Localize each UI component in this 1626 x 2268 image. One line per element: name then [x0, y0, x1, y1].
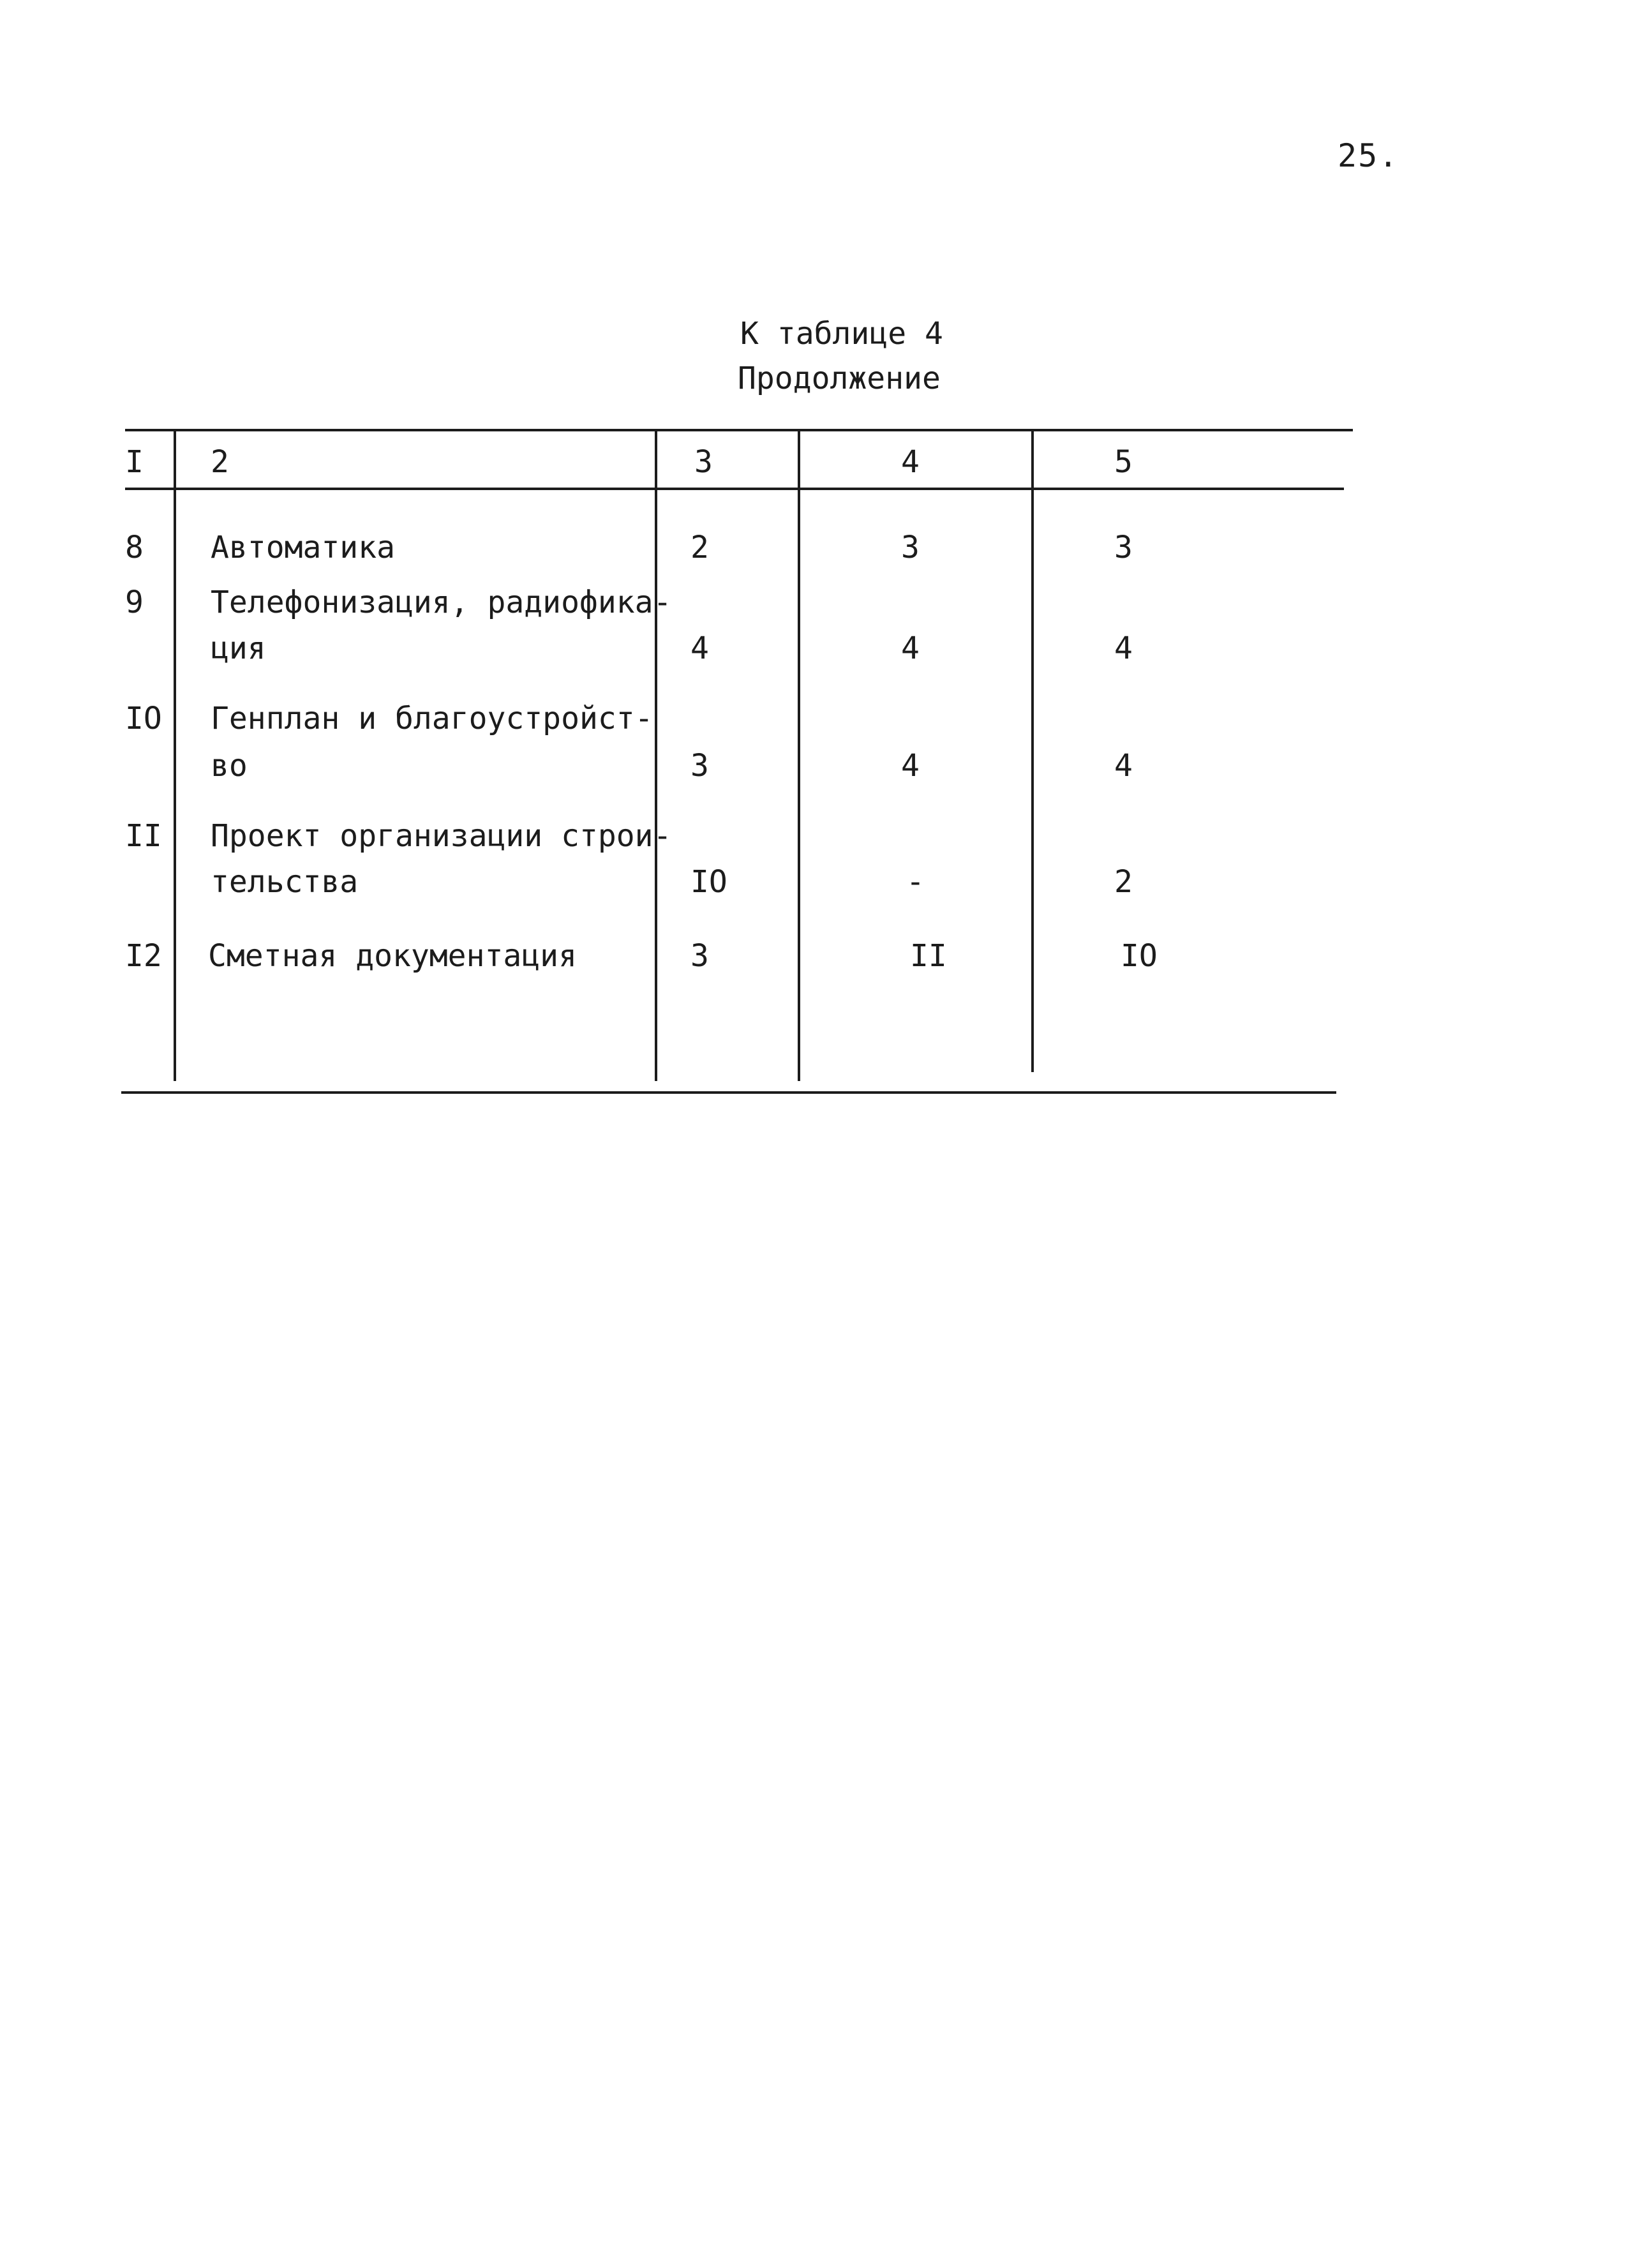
row-value-col5: 3: [1114, 530, 1133, 565]
table-header-rule: [125, 488, 1344, 490]
row-value-col4: II: [910, 938, 947, 974]
row-value-col5: 4: [1114, 630, 1133, 666]
row-value-col5: IO: [1121, 938, 1158, 974]
column-divider-3: [798, 429, 800, 1081]
row-number: II: [125, 818, 162, 854]
row-name-line-1: Проект организации строи-: [211, 818, 672, 854]
row-value-col3: 3: [690, 938, 709, 974]
header-cell-2: 2: [211, 444, 229, 480]
row-value-col4: 3: [901, 530, 920, 565]
row-name-line-2: ция: [211, 630, 266, 666]
row-value-col4: 4: [901, 630, 920, 666]
header-cell-4: 4: [901, 444, 920, 480]
row-name-line-2: тельства: [211, 864, 359, 900]
caption-table-ref: К таблице 4: [740, 316, 943, 352]
row-value-col4: -: [906, 864, 925, 900]
row-number: IO: [125, 701, 162, 736]
row-name-line-2: во: [211, 748, 248, 784]
header-cell-1: I: [125, 444, 144, 480]
table-bottom-rule: [121, 1091, 1336, 1094]
row-value-col5: 2: [1114, 864, 1133, 900]
table-top-rule: [125, 429, 1353, 431]
row-name-line-1: Телефонизация, радиофика-: [211, 585, 672, 620]
row-value-col4: 4: [901, 748, 920, 784]
header-cell-3: 3: [694, 444, 713, 480]
row-name-line-1: Генплан и благоустройст-: [211, 701, 653, 736]
row-number: 9: [125, 585, 144, 620]
row-value-col5: 4: [1114, 748, 1133, 784]
table-caption: [740, 311, 943, 401]
row-value-col3: 2: [690, 530, 709, 565]
continuation-table: [121, 429, 1353, 1105]
page-number: 25.: [1338, 137, 1399, 174]
column-divider-1: [174, 429, 176, 1081]
row-name: Сметная документация: [208, 938, 577, 974]
row-number: 8: [125, 530, 144, 565]
caption-continuation: Продолжение: [738, 361, 941, 396]
row-name: Автоматика: [211, 530, 395, 565]
row-value-col3: 3: [690, 748, 709, 784]
header-cell-5: 5: [1114, 444, 1133, 480]
row-number: I2: [125, 938, 162, 974]
row-value-col3: 4: [690, 630, 709, 666]
column-divider-2: [655, 429, 657, 1081]
column-divider-4: [1031, 429, 1034, 1072]
row-value-col3: IO: [690, 864, 727, 900]
